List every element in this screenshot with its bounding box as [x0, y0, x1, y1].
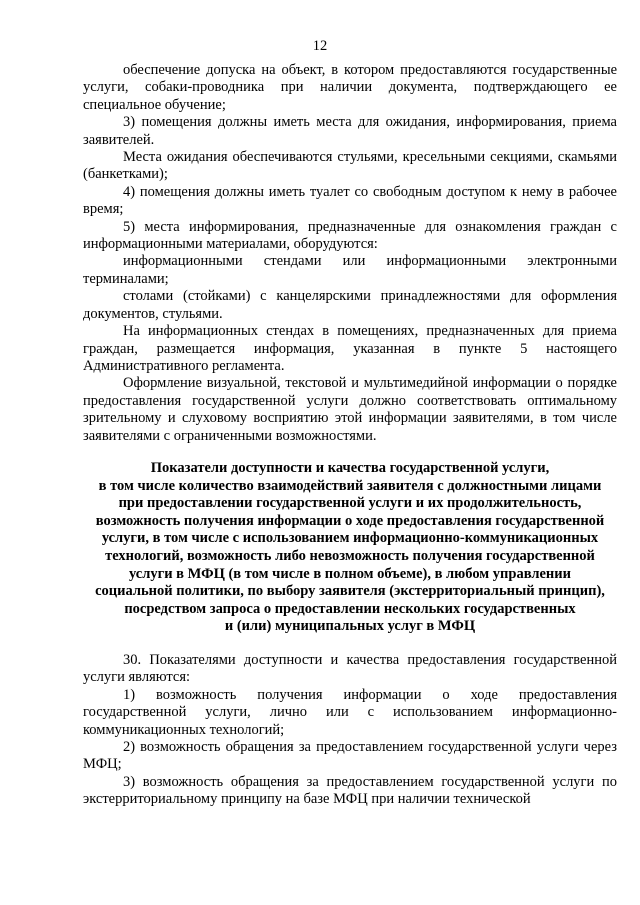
- section-heading: [83, 460, 617, 636]
- heading-line: при предоставлении государственной услуги и их продолжительность,: [118, 495, 582, 512]
- paragraph: 3) возможность обращения за предоставлением государственной услуги по экстерриториальному принципу на базе МФЦ при наличии технической: [83, 773, 617, 808]
- paragraph: 30. Показателями доступности и качества предоставления государственной услуги являются:: [83, 652, 617, 686]
- heading-line: посредством запроса о предоставлении нескольких государственных: [124, 600, 576, 617]
- paragraph: информационными стендами или информационными электронными терминалами;: [83, 253, 617, 287]
- paragraph: 1) возможность получения информации о ходе предоставления государственной услуги, лично или с использованием информационно-коммуникационных технологий;: [83, 686, 617, 738]
- paragraph: обеспечение допуска на объект, в котором предоставляются государственные услуги, собаки-проводника при наличии документа, подтверждающего ее специальное обучение;: [83, 62, 617, 113]
- paragraph: 3) помещения должны иметь места для ожидания, информирования, приема заявителей.: [83, 114, 617, 148]
- paragraph: 5) места информирования, предназначенные для ознакомления граждан с информационными материалами, оборудуются:: [83, 218, 617, 253]
- heading-line: и (или) муниципальных услуг в МФЦ: [224, 618, 476, 635]
- heading-line: социальной политики, по выбору заявителя (экстерриториальный принцип),: [95, 583, 605, 600]
- paragraph: 4) помещения должны иметь туалет со свободным доступом к нему в рабочее время;: [83, 183, 617, 218]
- heading-line: возможность получения информации о ходе предоставления государственной: [95, 512, 605, 529]
- heading-line: в том числе количество взаимодействий заявителя с должностными лицами: [98, 477, 602, 494]
- heading-line: услуги в МФЦ (в том числе в полном объеме), в любом управлении: [128, 565, 571, 582]
- paragraph: Оформление визуальной, текстовой и мультимедийной информации о порядке предоставления государственной услуги должно соответствовать оптимальному зрительному и слуховому восприятию этой информации заявителями, в том числе заявителями с ограниченными возможностями.: [83, 375, 617, 444]
- heading-line: технологий, возможность либо невозможность получения государственной: [105, 547, 595, 564]
- body-text: [83, 62, 617, 445]
- page-number: 12: [312, 38, 328, 54]
- paragraph: На информационных стендах в помещениях, предназначенных для приема граждан, размещается информация, указанная в пункте 5 настоящего Административного регламента.: [83, 323, 617, 374]
- heading-line: услуги, в том числе с использованием информационно-коммуникационных: [101, 530, 599, 547]
- heading-line: Показатели доступности и качества государственной услуги,: [150, 460, 550, 476]
- paragraph: столами (стойками) с канцелярскими принадлежностями для оформления документов, стульями.: [83, 288, 617, 322]
- paragraph: Места ожидания обеспечиваются стульями, кресельными секциями, скамьями (банкетками);: [83, 149, 617, 183]
- section-text: [83, 652, 617, 809]
- paragraph: 2) возможность обращения за предоставлением государственной услуги через МФЦ;: [83, 739, 617, 773]
